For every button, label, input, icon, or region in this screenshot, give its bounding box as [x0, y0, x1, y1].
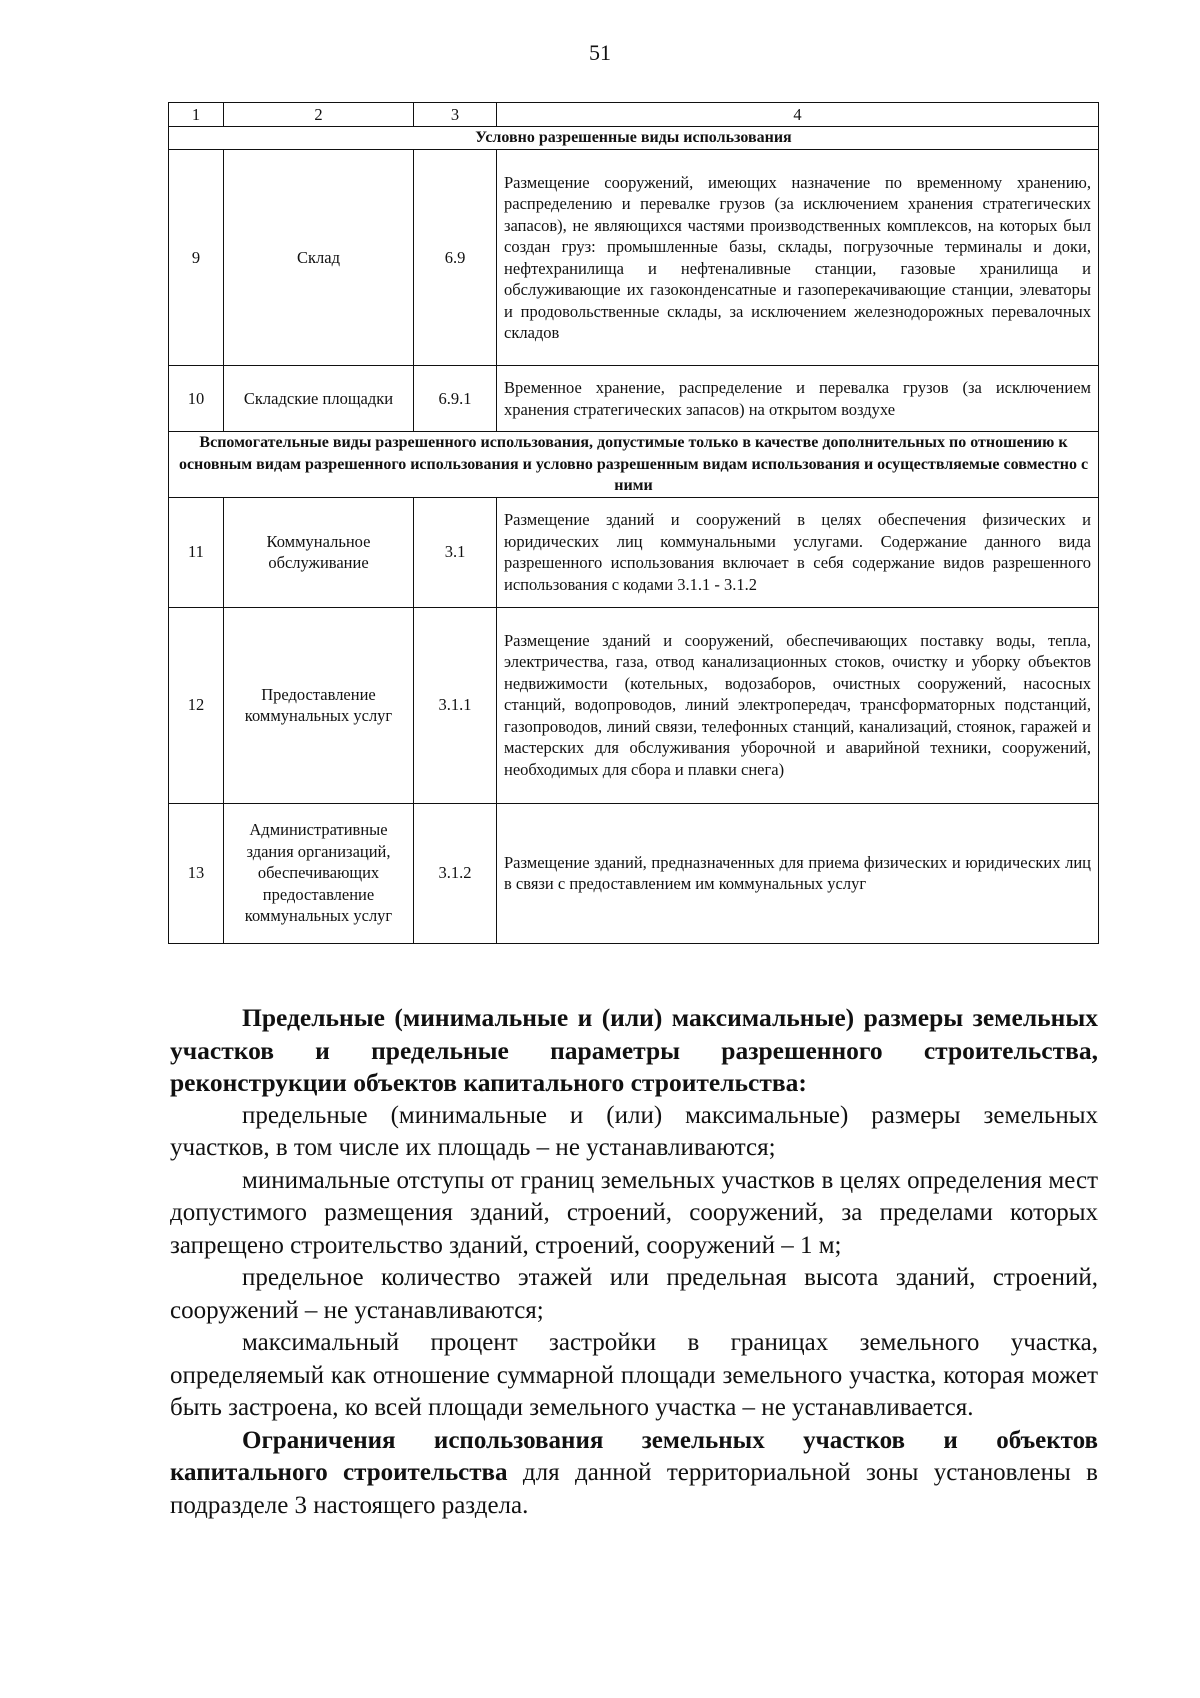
- use-type-description: Временное хранение, распределение и перевалка грузов (за исключением хранения стратегических запасов) на открытом воздухе: [497, 366, 1099, 432]
- header-cell: 4: [497, 103, 1099, 127]
- paragraph: предельное количество этажей или предельная высота зданий, строений, сооружений – не устанавливаются;: [170, 1264, 1098, 1324]
- row-number: 9: [169, 150, 224, 366]
- use-type-code: 3.1.2: [414, 803, 497, 943]
- header-cell: 3: [414, 103, 497, 127]
- restrictions-rest: для данной территориальной зоны установлены в подразделе 3 настоящего раздела.: [170, 1459, 1098, 1519]
- section-title: Вспомогательные виды разрешенного использования, допустимые только в качестве дополнительных по отношению к основным видам разрешенного использования и условно разрешенным видам использования и осуществляемые совместно с ними: [169, 432, 1099, 498]
- use-type-name: Предоставление коммунальных услуг: [224, 607, 414, 803]
- use-type-description: Размещение сооружений, имеющих назначение по временному хранению, распределению и перевалке грузов (за исключением хранения стратегических запасов), не являющихся частями производственных комплексов, на которых был создан груз: промышленные базы, склады, погрузочные терминалы и доки, нефтехранилища и нефтеналивные станции, газовые хранилища и обслуживающие их газоконденсатные и газоперекачивающие станции, элеваторы и продовольственные склады, за исключением железнодорожных перевалочных складов: [497, 150, 1099, 366]
- paragraph: предельные (минимальные и (или) максимальные) размеры земельных участков, в том числе их площадь – не устанавливаются;: [170, 1101, 1098, 1161]
- section-row-auxiliary: [169, 432, 1099, 498]
- section-row-conditional: [169, 127, 1099, 150]
- use-type-code: 3.1: [414, 497, 497, 607]
- use-type-description: Размещение зданий и сооружений, обеспечивающих поставку воды, тепла, электричества, газа, отвод канализационных стоков, очистку и уборку объектов недвижимости (котельных, водозаборов, очистных сооружений, насосных станций, водопроводов, линий электропередач, трансформаторных подстанций, газопроводов, линий связи, телефонных станций, канализаций, стоянок, гаражей и мастерских для обслуживания уборочной и аварийной техники, сооружений, необходимых для сбора и плавки снега): [497, 607, 1099, 803]
- table-row: [169, 803, 1099, 943]
- paragraph: максимальный процент застройки в границах земельного участка, определяемый как отношение суммарной площади земельного участка, которая может быть застроена, ко всей площади земельного участка – не устанавливается.: [170, 1329, 1098, 1421]
- header-cell: 1: [169, 103, 224, 127]
- regulations-text: [170, 1002, 1098, 1522]
- paragraph-restrictions: [170, 1425, 1098, 1523]
- row-number: 12: [169, 607, 224, 803]
- use-type-code: 6.9: [414, 150, 497, 366]
- table-row: [169, 366, 1099, 432]
- section-heading: Предельные (минимальные и (или) максимальные) размеры земельных участков и предельные параметры разрешенного строительства, реконструкции объектов капитального строительства:: [170, 1003, 1098, 1097]
- use-type-name: Складские площадки: [224, 366, 414, 432]
- row-number: 13: [169, 803, 224, 943]
- use-type-name: Склад: [224, 150, 414, 366]
- row-number: 11: [169, 497, 224, 607]
- use-type-code: 6.9.1: [414, 366, 497, 432]
- use-type-name: Коммунальное обслуживание: [224, 497, 414, 607]
- table-row: [169, 607, 1099, 803]
- paragraph: минимальные отступы от границ земельных участков в целях определения мест допустимого размещения зданий, строений, сооружений, за пределами которых запрещено строительство зданий, строений, сооружений – 1 м;: [170, 1166, 1098, 1259]
- table-row: [169, 497, 1099, 607]
- restrictions-bold-lead: Ограничения использования земельных участков и объектов капитального строительства: [170, 1426, 1098, 1486]
- section-title: Условно разрешенные виды использования: [169, 127, 1099, 150]
- header-cell: 2: [224, 103, 414, 127]
- use-type-description: Размещение зданий, предназначенных для приема физических и юридических лиц в связи с предоставлением им коммунальных услуг: [497, 803, 1099, 943]
- row-number: 10: [169, 366, 224, 432]
- land-use-table: [168, 102, 1099, 944]
- use-type-description: Размещение зданий и сооружений в целях обеспечения физических и юридических лиц коммунальными услугами. Содержание данного вида разрешенного использования включает в себя содержание видов разрешенного использования с кодами 3.1.1 - 3.1.2: [497, 497, 1099, 607]
- page-number: 51: [589, 40, 611, 65]
- use-type-name: Административные здания организаций, обеспечивающих предоставление коммунальных услуг: [224, 803, 414, 943]
- table-header-row: [169, 103, 1099, 127]
- table-row: [169, 150, 1099, 366]
- use-type-code: 3.1.1: [414, 607, 497, 803]
